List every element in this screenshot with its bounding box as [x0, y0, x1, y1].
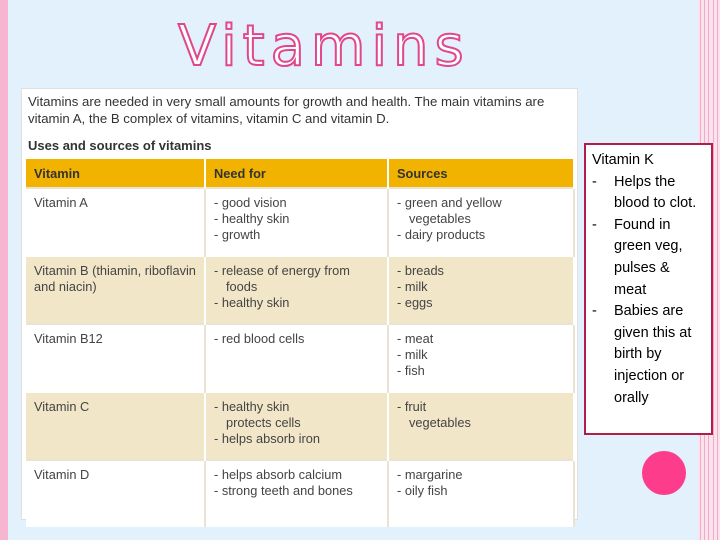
need-item: - helps absorb calcium [214, 467, 379, 483]
left-decor-stripe [0, 0, 8, 540]
table-row [26, 392, 574, 460]
source-item: - milk [397, 279, 565, 295]
source-item: - breads [397, 263, 565, 279]
vitamins-table [26, 159, 575, 527]
vitamin-name: Vitamin A [26, 188, 205, 256]
sources-cell [388, 188, 574, 256]
need-cell [205, 188, 388, 256]
table-row [26, 324, 574, 392]
source-item: - meat [397, 331, 565, 347]
vitamin-k-point: - Helps the blood to clot. [592, 172, 705, 215]
uses-heading: Uses and sources of vitamins [28, 138, 212, 153]
need-item: - healthy skin [214, 399, 379, 415]
vitamin-k-point: - Babies are given this at birth by injection or orally [592, 301, 705, 409]
vitamin-name: Vitamin D [26, 460, 205, 527]
decorative-pink-dot [642, 451, 686, 495]
source-item: - green and yellow vegetables [397, 195, 565, 227]
need-item: - healthy skin [214, 295, 379, 311]
need-cell [205, 324, 388, 392]
need-item: - release of energy from foods [214, 263, 379, 295]
source-item: - milk [397, 347, 565, 363]
vitamin-k-point: - Found in green veg, pulses & meat [592, 215, 705, 301]
source-item: - margarine [397, 467, 565, 483]
source-item: - eggs [397, 295, 565, 311]
vitamin-name: Vitamin C [26, 392, 205, 460]
header-vitamin: Vitamin [26, 159, 205, 188]
need-item: protects cells [226, 415, 301, 430]
sources-cell [388, 324, 574, 392]
need-item: - growth [214, 227, 379, 243]
need-item: - red blood cells [214, 331, 379, 347]
vitamins-info-panel [21, 88, 578, 520]
vitamin-name: Vitamin B12 [26, 324, 205, 392]
table-row [26, 256, 574, 324]
table-row [26, 460, 574, 527]
sources-cell [388, 256, 574, 324]
vitamin-k-box [584, 143, 713, 435]
slide-title: Vitamins [178, 14, 470, 79]
source-item: - fruit [397, 399, 565, 415]
need-item: - good vision [214, 195, 379, 211]
vitamin-k-title: Vitamin K [592, 152, 654, 168]
sources-cell [388, 460, 574, 527]
vitamin-name: Vitamin B (thiamin, riboflavin and niacin) [26, 256, 205, 324]
source-item: - fish [397, 363, 565, 379]
need-item: - strong teeth and bones [214, 483, 379, 499]
source-item: vegetables [409, 415, 471, 430]
intro-paragraph: Vitamins are needed in very small amounts for growth and health. The main vitamins are vitamin A, the B complex of vitamins, vitamin C and vitamin D. [28, 94, 545, 126]
need-cell [205, 392, 388, 460]
source-item: - oily fish [397, 483, 565, 499]
need-cell [205, 460, 388, 527]
table-header-row [26, 159, 574, 188]
need-cell [205, 256, 388, 324]
sources-cell [388, 392, 574, 460]
need-item: - helps absorb iron [214, 431, 379, 447]
header-need-for: Need for [205, 159, 388, 188]
header-sources: Sources [388, 159, 574, 188]
source-item: - dairy products [397, 227, 565, 243]
need-item: - healthy skin [214, 211, 379, 227]
table-row [26, 188, 574, 256]
vitamin-k-list [592, 172, 705, 410]
